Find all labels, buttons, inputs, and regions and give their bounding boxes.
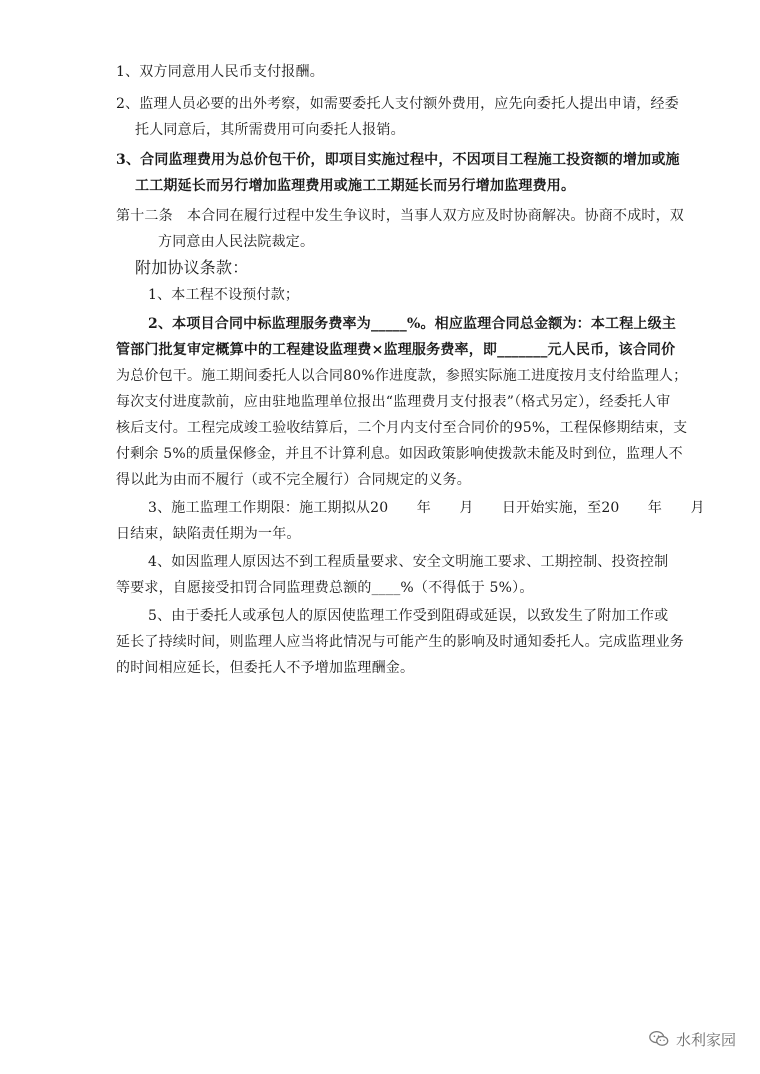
supp-clause-5-line-2: 延长了持续时间，则监理人应当将此情况与可能产生的影响及时通知委托人。完成监理业务 xyxy=(116,634,684,650)
supp-clause-4-line-1: 4、如因监理人原因达不到工程质量要求、安全文明施工要求、工期控制、投资控制 xyxy=(148,554,669,570)
clause-3-line-1: 3、合同监理费用为总价包干价，即项目实施过程中，不因项目工程施工投资额的增加或施 xyxy=(116,152,680,168)
supp-clause-4-line-2: 等要求，自愿接受扣罚合同监理费总额的____%（不得低于 5%）。 xyxy=(116,580,534,596)
supp-clause-5-line-3: 的时间相应延长，但委托人不予增加监理酬金。 xyxy=(116,660,415,676)
article-12-line-2: 方同意由人民法院裁定。 xyxy=(158,234,315,250)
supp-clause-2-line-5: 核后支付。工程完成竣工验收结算后，二个月内支付至合同价的95%，工程保修期结束，支 xyxy=(116,420,688,436)
supp-clause-1: 1、本工程不设预付款； xyxy=(148,287,300,303)
fee-rate-text: 2、本项目合同中标监理服务费率为_____%。相应监理合同总金额为：本工程上级主 xyxy=(148,316,677,332)
supp-clause-2-line-4: 每次支付进度款前，应由驻地监理单位报出“监理费月支付报表”（格式另定），经委托人审 xyxy=(116,394,671,410)
clause-2-line-2: 托人同意后，其所需费用可向委托人报销。 xyxy=(135,122,405,138)
supp-clause-3-line-1: 3、施工监理工作期限：施工期拟从20 年 月 日开始实施，至20 年 月 xyxy=(148,500,705,516)
clause-1: 1、双方同意用人民币支付报酬。 xyxy=(116,64,324,80)
watermark xyxy=(648,1028,736,1050)
supp-clause-2-line-2: 管部门批复审定概算中的工程建设监理费×监理服务费率，即_______元人民币，该合同价 xyxy=(116,342,676,358)
clause-3-line-2: 工工期延长而另行增加监理费用或施工工期延长而另行增加监理费用。 xyxy=(135,178,576,194)
supp-clause-2-line-6: 付剩余 5%的质量保修金，并且不计算利息。如因政策影响使拨款未能及时到位，监理人不 xyxy=(116,446,683,462)
watermark-text: 水利家园 xyxy=(675,1030,736,1049)
supp-clause-3-line-2: 日结束，缺陷责任期为一年。 xyxy=(116,526,301,542)
supp-clause-2-line-1 xyxy=(148,314,676,334)
supp-clause-5-line-1: 5、由于委托人或承包人的原因使监理工作受到阻碍或延误，以致发生了附加工作或 xyxy=(148,608,669,624)
supp-clause-2-line-7: 得以此为由而不履行（或不完全履行）合同规定的义务。 xyxy=(116,472,471,488)
clause-2-line-1: 2、监理人员必要的出外考察，如需要委托人支付额外费用，应先向委托人提出申请，经委 xyxy=(116,96,679,112)
article-12-line-1: 第十二条 本合同在履行过程中发生争议时，当事人双方应及时协商解决。协商不成时，双 xyxy=(116,208,684,224)
wechat-icon xyxy=(648,1028,670,1050)
supp-clause-2-line-3: 为总价包干。施工期间委托人以合同80%作进度款，参照实际施工进度按月支付给监理人； xyxy=(116,368,688,384)
supplementary-heading: 附加协议条款： xyxy=(135,258,249,277)
